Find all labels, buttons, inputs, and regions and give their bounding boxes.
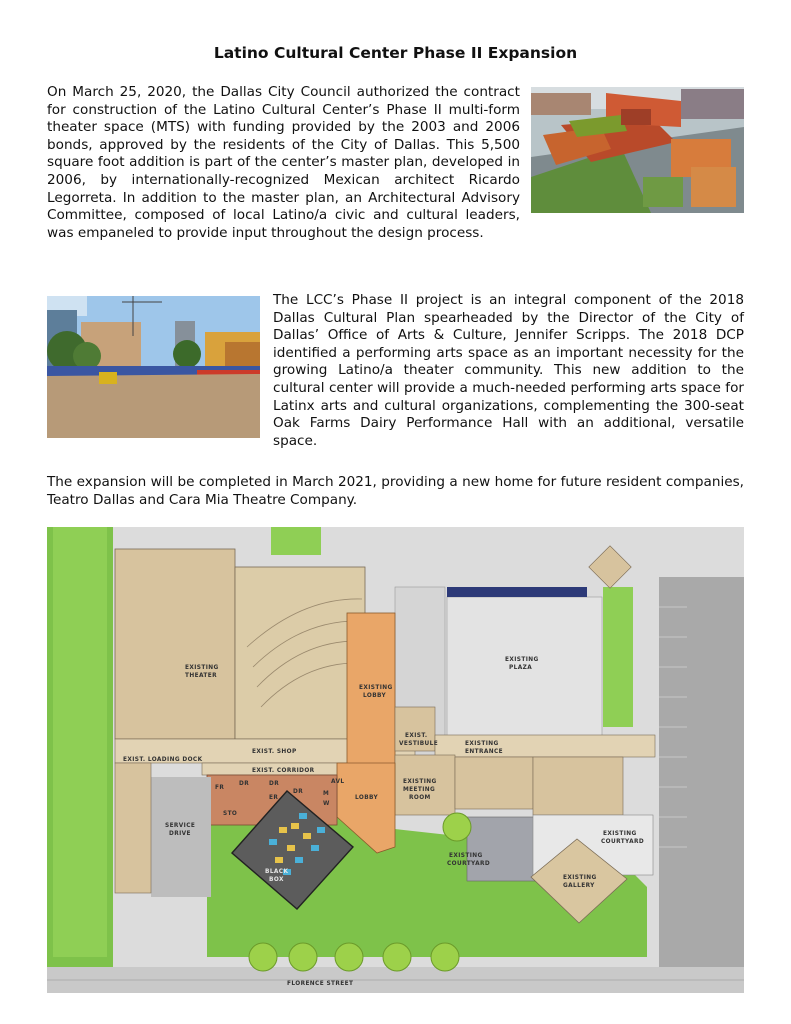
label-existing-courtyard: COURTYARD (601, 839, 645, 845)
label-existing-courtyard: EXISTING (603, 831, 637, 837)
label-existing-entrance: EXISTING (465, 741, 499, 747)
label-m: M (323, 791, 330, 797)
label-w: W (323, 801, 330, 807)
label-existing-vestibule: VESTIBULE (399, 741, 439, 747)
label-existing-meeting-room: MEETING (403, 787, 436, 793)
label-exist-loading-dock: EXIST. LOADING DOCK (123, 757, 203, 763)
label-existing-lobby: LOBBY (363, 693, 387, 699)
label-service-drive: DRIVE (169, 831, 191, 837)
expansion-rendering-image (531, 87, 744, 213)
construction-site-image (47, 296, 260, 438)
label-er: ER (269, 795, 279, 801)
label-dr: DR (269, 781, 280, 787)
label-exist-corridor: EXIST. CORRIDOR (252, 768, 315, 774)
label-existing-courtyard: EXISTING (449, 853, 483, 859)
label-exist-shop: EXIST. SHOP (252, 749, 297, 755)
completion-paragraph: The expansion will be completed in March 2021, providing a new home for future resident companies, Teatro Dallas and Cara Mia Theatre Company. (47, 474, 744, 508)
label-existing-plaza: EXISTING (505, 657, 539, 663)
label-dr: DR (293, 789, 304, 795)
label-existing-theater: EXISTING (185, 665, 219, 671)
site-floor-plan (47, 527, 744, 993)
label-existing-lobby: EXISTING (359, 685, 393, 691)
label-service-drive: SERVICE (165, 823, 196, 829)
label-lobby: LOBBY (355, 795, 379, 801)
page-title: Latino Cultural Center Phase II Expansion (213, 44, 578, 62)
plan-paragraph: The LCC’s Phase II project is an integral component of the 2018 Dallas Cultural Plan spearheaded by the Director of the City of Dallas’ Office of Arts & Culture, Jennifer Scripps. The 2018 DCP identified a performing arts space as an important necessity for the growing Latino/a theater community. This new addition to the cultural center will provide a much-needed performing arts space for Latinx arts and cultural organizations, complementing the 300-seat Oak Farms Dairy Performance Hall with an additional, versatile space. (273, 292, 744, 449)
label-sto: STO (223, 811, 238, 817)
label-existing-meeting-room: ROOM (409, 795, 431, 801)
label-existing-courtyard: COURTYARD (447, 861, 491, 867)
label-black-box: BOX (269, 877, 284, 883)
label-existing-meeting-room: EXISTING (403, 779, 437, 785)
label-existing-plaza: PLAZA (509, 665, 533, 671)
intro-paragraph: On March 25, 2020, the Dallas City Council authorized the contract for construction of the Latino Cultural Center’s Phase II multi-form theater space (MTS) with funding provided by the 2003 and 2006 bonds, approved by the residents of the City of Dallas. This 5,500 square foot addition is part of the center’s master plan, developed in 2006, by internationally-recognized Mexican architect Ricardo Legorreta. In addition to the master plan, an Architectural Advisory Committee, composed of local Latino/a civic and cultural leaders, was empaneled to provide input throughout the design process. (47, 84, 520, 241)
label-existing-entrance: ENTRANCE (465, 749, 503, 755)
label-avl: AVL (331, 779, 345, 785)
label-existing-gallery: EXISTING (563, 875, 597, 881)
label-existing-vestibule: EXIST. (405, 733, 428, 739)
label-florence-street: FLORENCE STREET (287, 981, 354, 987)
label-black-box: BLACK (265, 869, 289, 875)
label-dr: DR (239, 781, 250, 787)
label-existing-gallery: GALLERY (563, 883, 595, 889)
label-fr: FR (215, 785, 225, 791)
label-existing-theater: THEATER (185, 673, 217, 679)
